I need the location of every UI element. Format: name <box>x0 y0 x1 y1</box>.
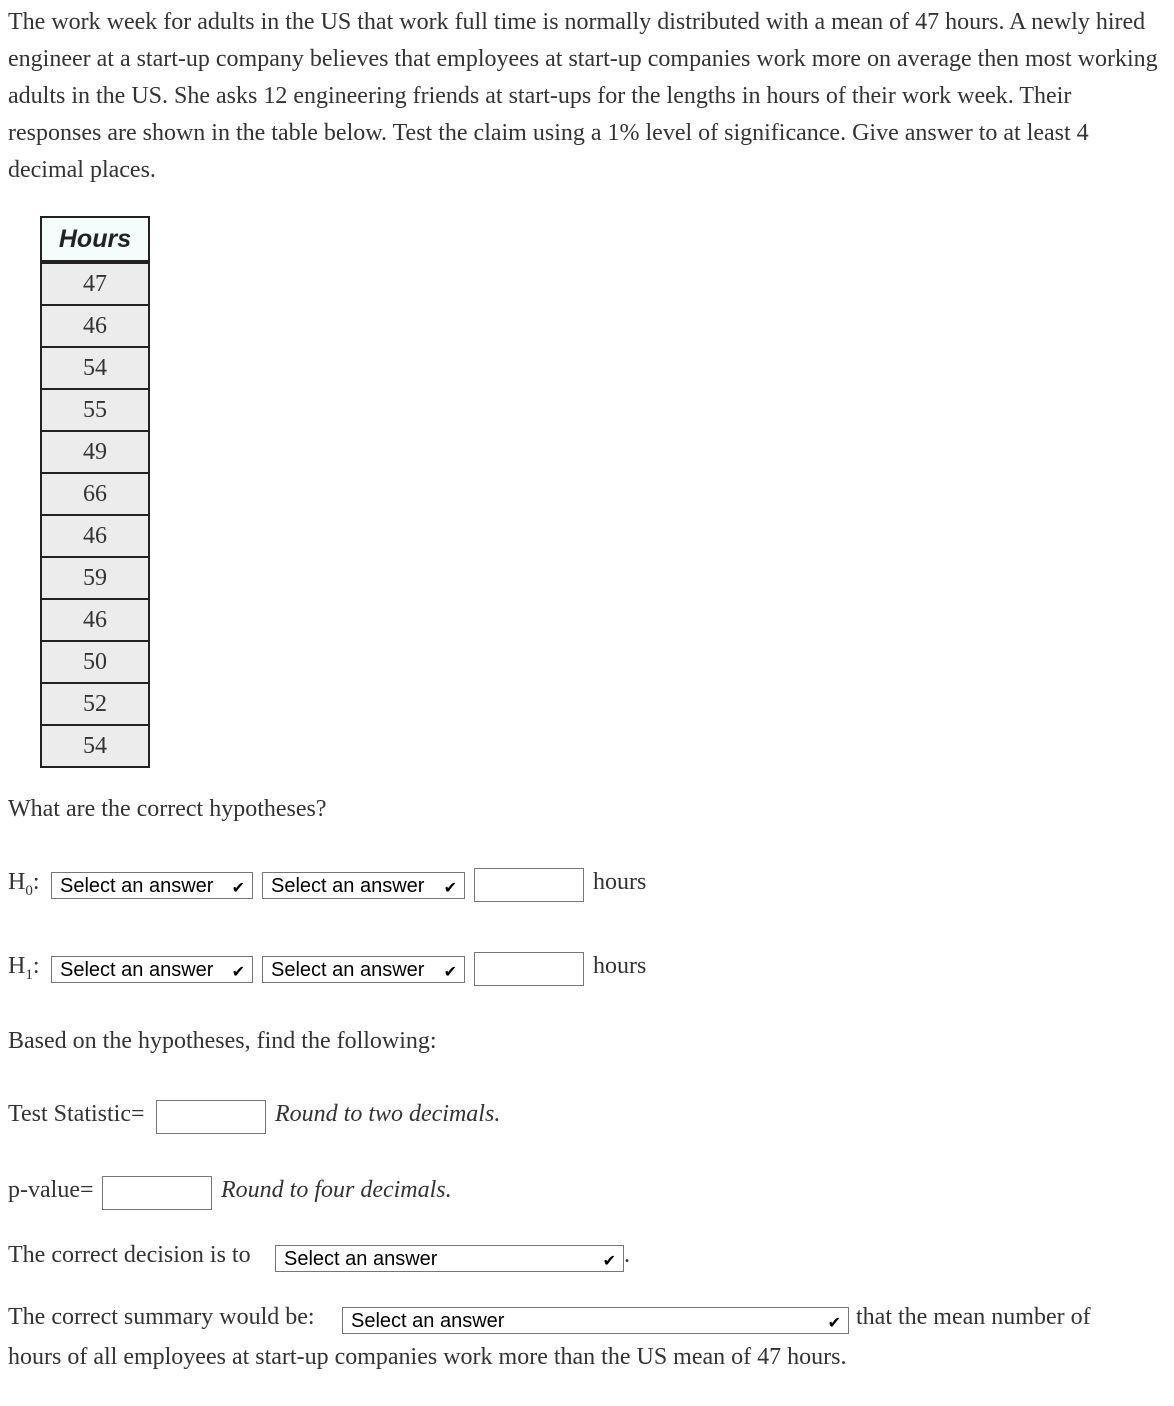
table-header: Hours <box>41 217 149 262</box>
chevron-down-icon: ✔ <box>231 880 245 897</box>
chevron-down-icon: ✔ <box>443 964 457 981</box>
table-cell: 47 <box>41 262 149 305</box>
h1-value-input[interactable] <box>474 952 584 986</box>
h1-row <box>8 952 708 986</box>
table-cell: 66 <box>41 473 149 515</box>
summary-tail: that the mean number of <box>856 1304 1091 1330</box>
summary-label: The correct summary would be: <box>8 1304 315 1330</box>
question-text: The work week for adults in the US that work full time is normally distributed with a mean of 47 hours. A newly hired engineer at a start-up company believes that employees at start-up companies work more on average then most working adults in the US. She asks 12 engineering friends at start-ups for the lengths in hours of their work week. Their responses are shown in the table below. Test the claim using a 1% level of significance. Give answer to at least 4 decimal places. <box>8 9 1158 183</box>
table-cell: 46 <box>41 599 149 641</box>
h0-operator-select[interactable]: Select an answer ✔ <box>262 872 465 899</box>
decision-select[interactable]: Select an answer ✔ <box>275 1245 624 1272</box>
table-cell: 46 <box>41 515 149 557</box>
table-cell: 49 <box>41 431 149 473</box>
chevron-down-icon: ✔ <box>443 880 457 897</box>
p-value-input[interactable] <box>102 1176 212 1210</box>
chevron-down-icon: ✔ <box>827 1315 841 1332</box>
decision-label: The correct decision is to <box>8 1242 251 1268</box>
table-cell: 55 <box>41 389 149 431</box>
h1-unit: hours <box>593 953 647 979</box>
decision-period: . <box>624 1242 630 1268</box>
summary-select[interactable]: Select an answer ✔ <box>342 1307 849 1334</box>
p-value-label: p-value= <box>8 1177 94 1203</box>
table-cell: 46 <box>41 305 149 347</box>
h0-unit: hours <box>593 869 647 895</box>
test-statistic-row <box>8 1100 708 1134</box>
h0-value-input[interactable] <box>474 868 584 902</box>
table-cell: 54 <box>41 347 149 389</box>
test-statistic-label: Test Statistic= <box>8 1101 145 1127</box>
find-prompt: Based on the hypotheses, find the following: <box>8 1028 437 1054</box>
hours-table <box>40 216 150 768</box>
h1-parameter-select[interactable]: Select an answer ✔ <box>51 956 253 983</box>
table-cell: 50 <box>41 641 149 683</box>
h0-label: $H_0$: <box>8 869 40 899</box>
h0-row <box>8 868 708 902</box>
test-statistic-input[interactable] <box>156 1100 266 1134</box>
p-value-row <box>8 1176 708 1210</box>
table-cell: 52 <box>41 683 149 725</box>
h0-parameter-select[interactable]: Select an answer ✔ <box>51 872 253 899</box>
p-value-hint: Round to four decimals. <box>221 1177 452 1203</box>
table-cell: 59 <box>41 557 149 599</box>
decision-row <box>8 1241 708 1275</box>
summary-row <box>8 1303 1168 1337</box>
table-cell: 54 <box>41 725 149 767</box>
chevron-down-icon: ✔ <box>231 964 245 981</box>
summary-continuation: hours of all employees at start-up companies work more than the US mean of 47 hours. <box>8 1344 847 1370</box>
test-statistic-hint: Round to two decimals. <box>275 1101 501 1127</box>
chevron-down-icon: ✔ <box>602 1253 616 1270</box>
hypotheses-prompt: What are the correct hypotheses? <box>8 796 327 822</box>
h1-operator-select[interactable]: Select an answer ✔ <box>262 956 465 983</box>
h1-label: $H_1$: <box>8 953 40 983</box>
